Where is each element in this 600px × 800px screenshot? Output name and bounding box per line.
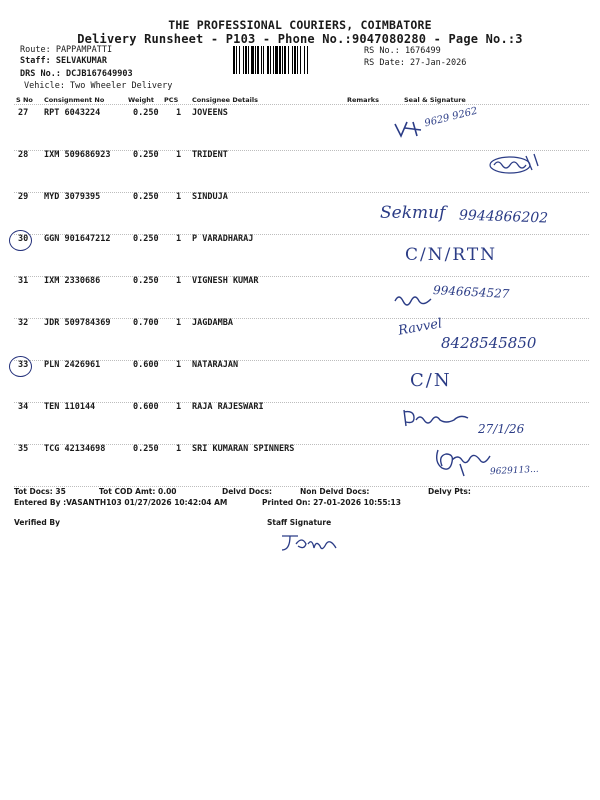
- circle-mark-30: [9, 230, 32, 251]
- row-sno: 35: [18, 444, 29, 454]
- row-pcs: 1: [176, 444, 182, 454]
- row-consignment: TEN 110144: [44, 402, 96, 412]
- row-sno: 33: [18, 360, 29, 370]
- non-delivered-docs: Non Delvd Docs:: [300, 487, 370, 496]
- row-sno: 31: [18, 276, 29, 286]
- signature-row-31: [393, 289, 433, 309]
- row-consignment: JDR 509784369: [44, 318, 111, 328]
- staff-signature: [278, 532, 340, 554]
- printed-on: Printed On: 27-01-2026 10:55:13: [262, 498, 401, 507]
- table-row: [14, 105, 589, 151]
- row-sno: 27: [18, 108, 29, 118]
- staff-label: Staff: SELVAKUMAR: [20, 56, 107, 66]
- row-sno: 32: [18, 318, 29, 328]
- row-consignee: VIGNESH KUMAR: [192, 276, 259, 286]
- signature-row-27: [393, 118, 425, 140]
- col-pcs: PCS: [164, 96, 179, 104]
- row-consignment: PLN 2426961: [44, 360, 101, 370]
- signature-row-34: [400, 406, 476, 430]
- signature-row-35: [432, 446, 492, 478]
- handwriting-row-27: 9629 9262: [423, 105, 479, 130]
- row-consignee: JAGDAMBA: [192, 318, 233, 328]
- row-pcs: 1: [176, 234, 182, 244]
- rs-number: RS No.: 1676499: [364, 46, 441, 56]
- col-remarks: Remarks: [347, 96, 379, 104]
- row-sno: 28: [18, 150, 29, 160]
- row-weight: 0.250: [133, 444, 159, 454]
- col-consignee: Consignee Details: [192, 96, 258, 104]
- row-weight: 0.250: [133, 276, 159, 286]
- row-consignment: RPT 6043224: [44, 108, 101, 118]
- row-weight: 0.600: [133, 402, 159, 412]
- total-cod-amount: Tot COD Amt: 0.00: [99, 487, 177, 496]
- handwriting-phone-row-32: 8428545850: [441, 334, 537, 352]
- delivered-docs: Delvd Docs:: [222, 487, 273, 496]
- row-pcs: 1: [176, 192, 182, 202]
- row-consignee: TRIDENT: [192, 150, 228, 160]
- handwriting-row-35: 9629113...: [489, 464, 539, 478]
- company-title: THE PROFESSIONAL COURIERS, COIMBATORE: [168, 18, 432, 32]
- row-weight: 0.600: [133, 360, 159, 370]
- handwriting-name-row-29: Sekmuf: [380, 203, 446, 223]
- handwriting-row-34: 27/1/26: [478, 422, 525, 436]
- col-weight: Weight: [128, 96, 154, 104]
- drs-label: DRS No.: DCJB167649903: [20, 69, 133, 79]
- vehicle-label: Vehicle: Two Wheeler Delivery: [24, 81, 173, 91]
- handwriting-name-row-32: Ravvel: [397, 316, 444, 339]
- row-weight: 0.250: [133, 234, 159, 244]
- row-consignee: P VARADHARAJ: [192, 234, 254, 244]
- col-seal-signature: Seal & Signature: [404, 96, 466, 104]
- row-sno: 30: [18, 234, 29, 244]
- barcode: [233, 46, 361, 74]
- handwriting-row-30: C/N/RTN: [405, 245, 498, 265]
- row-weight: 0.250: [133, 150, 159, 160]
- rs-date: RS Date: 27-Jan-2026: [364, 58, 467, 68]
- row-consignee: NATARAJAN: [192, 360, 239, 370]
- verified-by-label: Verified By: [14, 518, 60, 527]
- runsheet-title: Delivery Runsheet - P103 - Phone No.:9047080280 - Page No.:3: [77, 32, 523, 46]
- table-row: [14, 360, 589, 403]
- row-consignee: JOVEENS: [192, 108, 228, 118]
- row-weight: 0.250: [133, 192, 159, 202]
- row-pcs: 1: [176, 150, 182, 160]
- col-sno: S No: [16, 96, 33, 104]
- row-consignment: TCG 42134698: [44, 444, 106, 454]
- row-pcs: 1: [176, 318, 182, 328]
- header-divider: [14, 104, 589, 105]
- row-pcs: 1: [176, 276, 182, 286]
- barcode-bar: [308, 46, 309, 74]
- row-consignee: RAJA RAJESWARI: [192, 402, 264, 412]
- row-weight: 0.250: [133, 108, 159, 118]
- row-pcs: 1: [176, 402, 182, 412]
- handwriting-phone-row-29: 9944866202: [458, 207, 549, 227]
- row-consignee: SRI KUMARAN SPINNERS: [192, 444, 295, 454]
- circle-mark-33: [9, 356, 32, 377]
- row-consignment: IXM 2330686: [44, 276, 101, 286]
- signature-row-28: [486, 150, 546, 176]
- row-sno: 34: [18, 402, 29, 412]
- row-pcs: 1: [176, 108, 182, 118]
- row-consignment: GGN 901647212: [44, 234, 111, 244]
- table-row: [14, 444, 589, 487]
- row-sno: 29: [18, 192, 29, 202]
- route-label: Route: PAPPAMPATTI: [20, 45, 113, 55]
- row-consignment: IXM 509686923: [44, 150, 111, 160]
- row-weight: 0.700: [133, 318, 159, 328]
- entered-by: Entered By :VASANTH103 01/27/2026 10:42:04 AM: [14, 498, 228, 507]
- staff-signature-label: Staff Signature: [267, 518, 332, 527]
- total-docs: Tot Docs: 35: [14, 487, 66, 496]
- table-row: [14, 234, 589, 277]
- delivery-points: Delvy Pts:: [428, 487, 471, 496]
- col-consignment: Consignment No: [44, 96, 105, 104]
- handwriting-row-33: C/N: [410, 370, 452, 391]
- row-consignment: MYD 3079395: [44, 192, 101, 202]
- row-pcs: 1: [176, 360, 182, 370]
- row-consignee: SINDUJA: [192, 192, 228, 202]
- handwriting-row-31: 9946654527: [432, 283, 510, 301]
